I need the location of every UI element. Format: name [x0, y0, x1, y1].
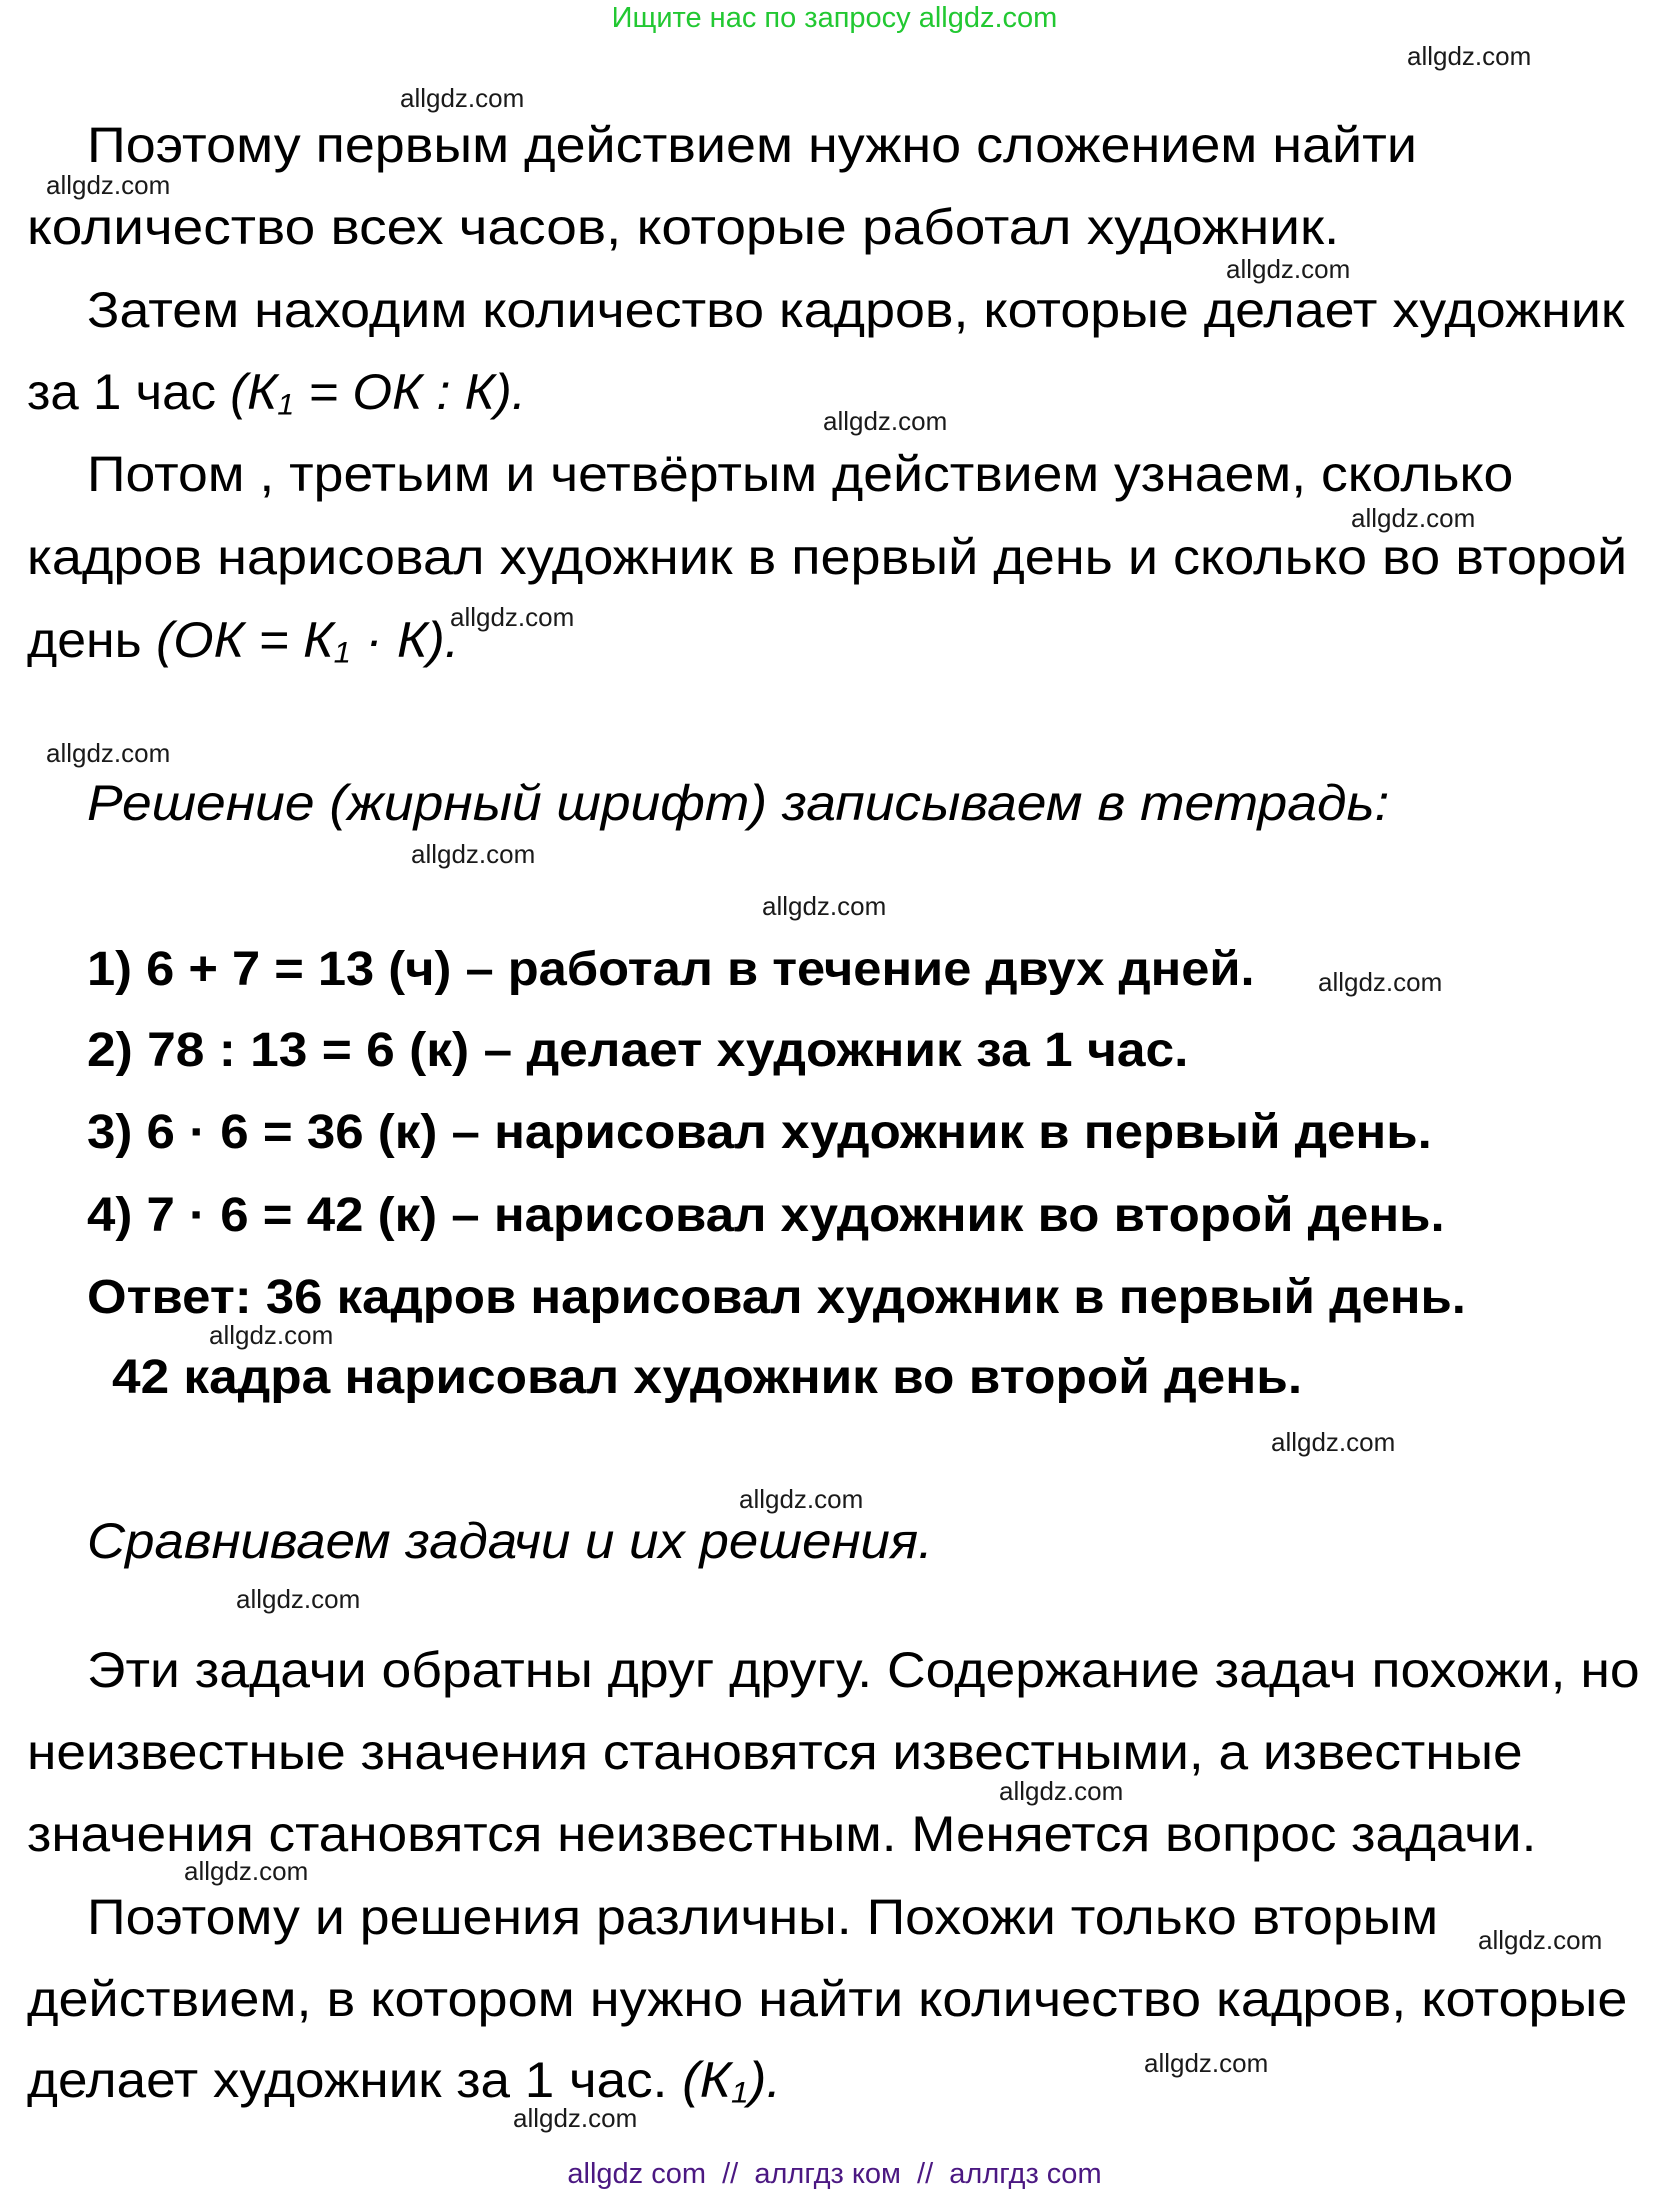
watermark: allgdz.com [400, 83, 525, 113]
watermark: allgdz.com [762, 891, 887, 921]
formula-k1-equals-ok-div-k [230, 364, 526, 420]
formula-part: = ОК : К). [294, 364, 526, 420]
answer-line-1: Ответ: 36 кадров нарисовал художник в первый день. [87, 1271, 1466, 1324]
comparison-heading: Сравниваем задачи и их решения. [87, 1513, 933, 1569]
paragraph-2-line-2 [27, 364, 526, 422]
comparison-p1-line-1: Эти задачи обратны друг другу. Содержание задач похожи, но [87, 1642, 1640, 1698]
watermark: allgdz.com [46, 738, 171, 768]
solution-step-3: 3) 6 · 6 = 36 (к) – нарисовал художник в первый день. [87, 1106, 1432, 1159]
formula-part: (К [230, 364, 278, 420]
comparison-p2-line-2: действием, в котором нужно найти количество кадров, которые [27, 1971, 1628, 2027]
answer-line-2: 42 кадра нарисовал художник во второй день. [112, 1351, 1303, 1404]
footer-text[interactable]: allgdz com // аллгдз ком // аллгдз com [567, 2158, 1102, 2190]
watermark: allgdz.com [1226, 254, 1351, 284]
watermark: allgdz.com [1271, 1427, 1396, 1457]
formula-subscript: 1 [731, 2076, 749, 2110]
watermark: allgdz.com [450, 602, 575, 632]
paragraph-3-line-3 [27, 612, 460, 670]
watermark: allgdz.com [999, 1776, 1124, 1806]
formula-part: ). [748, 2052, 782, 2108]
watermark: allgdz.com [184, 1856, 309, 1886]
watermark: allgdz.com [1318, 967, 1443, 997]
watermark: allgdz.com [513, 2103, 638, 2133]
solution-step-4: 4) 7 · 6 = 42 (к) – нарисовал художник во второй день. [87, 1189, 1445, 1242]
paragraph-1-line-1: Поэтому первым действием нужно сложением найти [87, 117, 1417, 173]
watermark: allgdz.com [411, 839, 536, 869]
formula-ok-equals-k1-times-k [156, 612, 459, 668]
paragraph-2-line-1: Затем находим количество кадров, которые делает художник [87, 282, 1625, 338]
watermark: allgdz.com [1144, 2048, 1269, 2078]
watermark: allgdz.com [823, 406, 948, 436]
watermark: allgdz.com [46, 170, 171, 200]
paragraph-3-line-2: кадров нарисовал художник в первый день и сколько во второй [27, 529, 1628, 585]
watermark: allgdz.com [236, 1584, 361, 1614]
watermark: allgdz.com [1407, 41, 1532, 71]
search-banner[interactable] [0, 4, 1669, 33]
comparison-p1-line-2: неизвестные значения становятся известными, а известные [27, 1724, 1523, 1780]
formula-subscript: 1 [277, 388, 295, 422]
footer-links[interactable] [0, 2160, 1669, 2189]
solution-heading: Решение (жирный шрифт) записываем в тетрадь: [87, 775, 1390, 831]
solution-step-1: 1) 6 + 7 = 13 (ч) – работал в течение двух дней. [87, 943, 1255, 996]
paragraph-3-line-1: Потом , третьим и четвёртым действием узнаем, сколько [87, 446, 1514, 502]
text: день [27, 612, 157, 668]
solution-step-2: 2) 78 : 13 = 6 (к) – делает художник за 1 час. [87, 1024, 1189, 1077]
watermark: allgdz.com [739, 1484, 864, 1514]
formula-k1 [682, 2052, 781, 2108]
watermark: allgdz.com [1478, 1925, 1603, 1955]
formula-part: · К). [350, 612, 460, 668]
formula-subscript: 1 [333, 636, 351, 670]
watermark: allgdz.com [209, 1320, 334, 1350]
text: за 1 час [27, 364, 231, 420]
comparison-p2-line-1: Поэтому и решения различны. Похожи только вторым [87, 1889, 1439, 1945]
search-banner-text[interactable]: Ищите нас по запросу allgdz.com [611, 2, 1058, 34]
paragraph-1-line-2: количество всех часов, которые работал художник. [27, 199, 1340, 255]
watermark: allgdz.com [1351, 503, 1476, 533]
text: делает художник за 1 час. [27, 2052, 683, 2108]
formula-part: (К [682, 2052, 732, 2108]
comparison-p2-line-3 [27, 2052, 782, 2110]
comparison-p1-line-3: значения становятся неизвестным. Меняется вопрос задачи. [27, 1806, 1537, 1862]
formula-part: (ОК = К [156, 612, 334, 668]
